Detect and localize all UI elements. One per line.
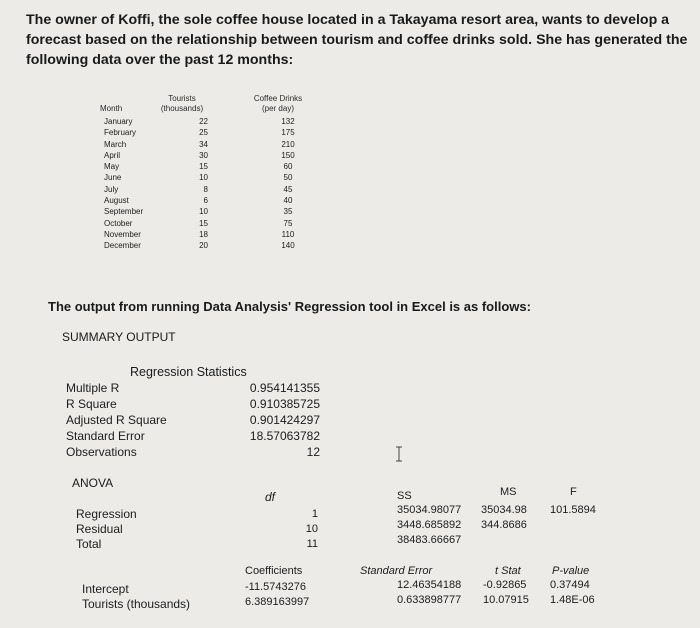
anova-df: 1 — [311, 508, 318, 520]
table-row-month: February — [104, 128, 137, 138]
anova-row-label: Residual — [76, 522, 123, 536]
p-value: 1.48E-06 — [550, 594, 595, 606]
stat-value: 18.57063782 — [249, 429, 320, 443]
table-row-drinks: 210 — [281, 139, 295, 149]
stat-value: 0.954141355 — [249, 381, 320, 395]
table-row-tourists: 20 — [199, 241, 208, 251]
coefficient-labels — [82, 582, 190, 612]
t-stat-values — [483, 578, 529, 608]
stat-label: Observations — [66, 445, 137, 459]
standard-error-value: 12.46354188 — [397, 579, 462, 591]
stat-value: 0.901424297 — [249, 413, 320, 427]
stat-label: R Square — [66, 397, 117, 411]
table-row-month: September — [104, 207, 144, 217]
anova-row-label: Total — [76, 537, 102, 551]
t-stat-header: t Stat — [495, 565, 521, 577]
coefficient-row-label: Tourists (thousands) — [82, 597, 191, 611]
table-row-tourists: 8 — [203, 184, 208, 194]
anova-ms: 344.8686 — [481, 519, 527, 531]
table-row-drinks: 132 — [281, 117, 295, 126]
anova-row-label: Regression — [76, 507, 137, 521]
table-row-drinks: 110 — [281, 229, 295, 239]
anova-ss-values — [397, 503, 461, 548]
anova-ss: 3448.685892 — [397, 519, 462, 531]
regression-statistics-title: Regression Statistics — [130, 365, 247, 379]
table-row-drinks: 75 — [283, 218, 293, 228]
drinks-column — [270, 116, 306, 252]
table-row-month: May — [104, 162, 120, 172]
drinks-header-line1: Coffee Drinks — [253, 94, 303, 103]
coefficient-value: -11.5743276 — [245, 581, 306, 593]
table-row-drinks: 175 — [281, 128, 295, 138]
table-row-drinks: 45 — [283, 184, 293, 194]
anova-title: ANOVA — [72, 476, 114, 490]
anova-f-values — [550, 503, 596, 518]
p-value-header: P-value — [552, 565, 590, 577]
tourists-column — [188, 116, 208, 252]
standard-error-values — [397, 578, 461, 608]
table-row-tourists: 10 — [199, 173, 208, 183]
df-header: df — [265, 490, 276, 504]
p-value-values — [550, 578, 595, 608]
p-value: 0.37494 — [550, 579, 590, 591]
table-row-drinks: 140 — [281, 241, 295, 251]
output-intro: The output from running Data Analysis' Regression tool in Excel is as follows: — [48, 299, 531, 314]
drinks-header-line2: (per day) — [261, 104, 294, 113]
table-row-tourists: 15 — [199, 218, 208, 228]
table-row-tourists: 6 — [203, 196, 208, 206]
table-row-tourists: 10 — [199, 207, 208, 217]
table-row-month: June — [104, 173, 122, 183]
anova-ss: 38483.66667 — [397, 534, 462, 546]
intro-paragraph: The owner of Koffi, the sole coffee house located in a Takayama resort area, wants to develop a forecast based on the relationship between tourism and coffee drinks sold. She has generated the following data over the past 12 months: — [26, 12, 688, 68]
stat-label: Standard Error — [66, 429, 145, 443]
anova-df: 10 — [305, 523, 318, 535]
table-row-month: March — [104, 139, 127, 149]
drinks-header — [246, 94, 310, 114]
ms-header: MS — [500, 486, 517, 498]
regression-statistics-labels — [66, 380, 167, 460]
table-row-drinks: 50 — [283, 173, 293, 183]
anova-ss: 35034.98077 — [397, 504, 462, 516]
standard-error-value: 0.633898777 — [397, 594, 462, 606]
table-row-month: July — [104, 184, 119, 194]
table-row-month: August — [104, 196, 129, 206]
coefficient-value: 6.389163997 — [245, 596, 310, 608]
standard-error-header: Standard Error — [360, 565, 433, 577]
month-column — [104, 116, 164, 252]
table-row-tourists: 15 — [199, 162, 208, 172]
table-row-drinks: 35 — [283, 207, 293, 217]
anova-ms: 35034.98 — [481, 504, 527, 516]
t-stat-value: -0.92865 — [483, 579, 527, 591]
text-cursor-icon — [395, 446, 403, 462]
table-row-month: November — [104, 229, 141, 239]
t-stat-value: 10.07915 — [483, 594, 529, 606]
anova-f: 101.5894 — [550, 504, 596, 516]
coefficient-row-label: Intercept — [82, 582, 129, 596]
table-row-month: October — [104, 218, 133, 228]
stat-label: Multiple R — [66, 381, 120, 395]
stat-value: 12 — [306, 445, 320, 459]
stat-label: Adjusted R Square — [66, 413, 167, 427]
table-row-drinks: 60 — [283, 162, 293, 172]
table-row-tourists: 30 — [199, 150, 208, 160]
anova-ms-values — [481, 503, 527, 533]
tourists-header-line2: (thousands) — [160, 104, 204, 113]
regression-statistics-values — [230, 380, 320, 460]
summary-title: SUMMARY OUTPUT — [62, 330, 176, 344]
tourists-header — [156, 94, 208, 114]
ss-header: SS — [397, 490, 412, 502]
tourists-header-line1: Tourists — [168, 94, 196, 103]
table-row-tourists: 25 — [199, 128, 208, 138]
table-row-month: January — [104, 117, 133, 126]
coefficient-values — [245, 580, 309, 610]
anova-df-values — [300, 507, 318, 552]
anova-labels — [76, 507, 137, 552]
stat-value: 0.910385725 — [249, 397, 320, 411]
month-header: Month — [100, 104, 123, 113]
coefficients-header: Coefficients — [245, 565, 303, 577]
table-row-drinks: 40 — [283, 196, 293, 206]
table-row-tourists: 22 — [199, 117, 208, 126]
table-row-tourists: 18 — [199, 229, 208, 239]
table-row-tourists: 34 — [199, 139, 208, 149]
table-row-drinks: 150 — [281, 150, 295, 160]
table-row-month: December — [104, 241, 141, 251]
table-row-month: April — [104, 150, 121, 160]
f-header: F — [570, 486, 577, 498]
anova-df: 11 — [306, 538, 318, 550]
